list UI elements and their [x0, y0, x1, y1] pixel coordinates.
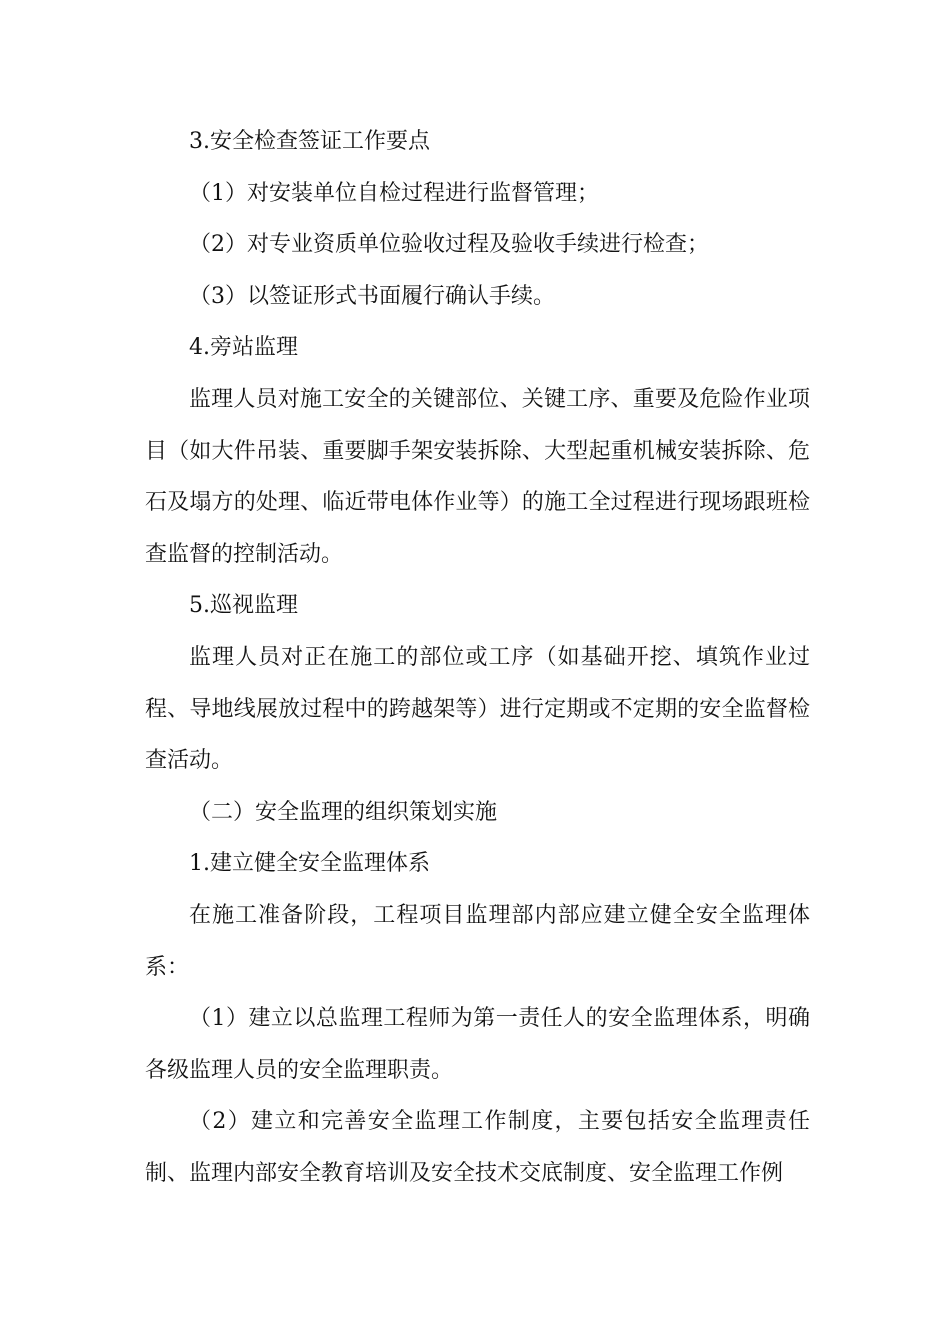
- heading-safety-inspection-visa: 3.安全检查签证工作要点: [189, 129, 430, 154]
- heading-side-station-supervision: 4.旁站监理: [189, 335, 298, 361]
- list-item: （2）对专业资质单位验收过程及验收手续进行检查；: [189, 232, 709, 258]
- list-item: （3）以签证形式书面履行确认手续。: [189, 283, 555, 309]
- heading-safety-system: 1.建立健全安全监理体系: [189, 851, 430, 877]
- body-paragraph: 在施工准备阶段，工程项目监理部内部应建立健全安全监理体系：: [145, 902, 810, 980]
- document-body: [145, 116, 810, 1199]
- body-paragraph: 监理人员对施工安全的关键部位、关键工序、重要及危险作业项目（如大件吊装、重要脚手架安装拆除、大型起重机械安装拆除、危石及塌方的处理、临近带电体作业等）的施工全过程进行现场跟班检查监督的控制活动。: [145, 386, 810, 567]
- body-paragraph: 监理人员对正在施工的部位或工序（如基础开挖、填筑作业过程、导地线展放过程中的跨越架等）进行定期或不定期的安全监督检查活动。: [145, 644, 810, 774]
- heading-patrol-supervision: 5.巡视监理: [189, 593, 298, 619]
- list-item: （2）建立和完善安全监理工作制度，主要包括安全监理责任制、监理内部安全教育培训及安全技术交底制度、安全监理工作例: [145, 1109, 810, 1186]
- list-item: （1）对安装单位自检过程进行监督管理；: [189, 180, 599, 206]
- section-heading: （二）安全监理的组织策划实施: [189, 799, 498, 825]
- list-item: （1）建立以总监理工程师为第一责任人的安全监理体系，明确各级监理人员的安全监理职责。: [145, 1006, 810, 1083]
